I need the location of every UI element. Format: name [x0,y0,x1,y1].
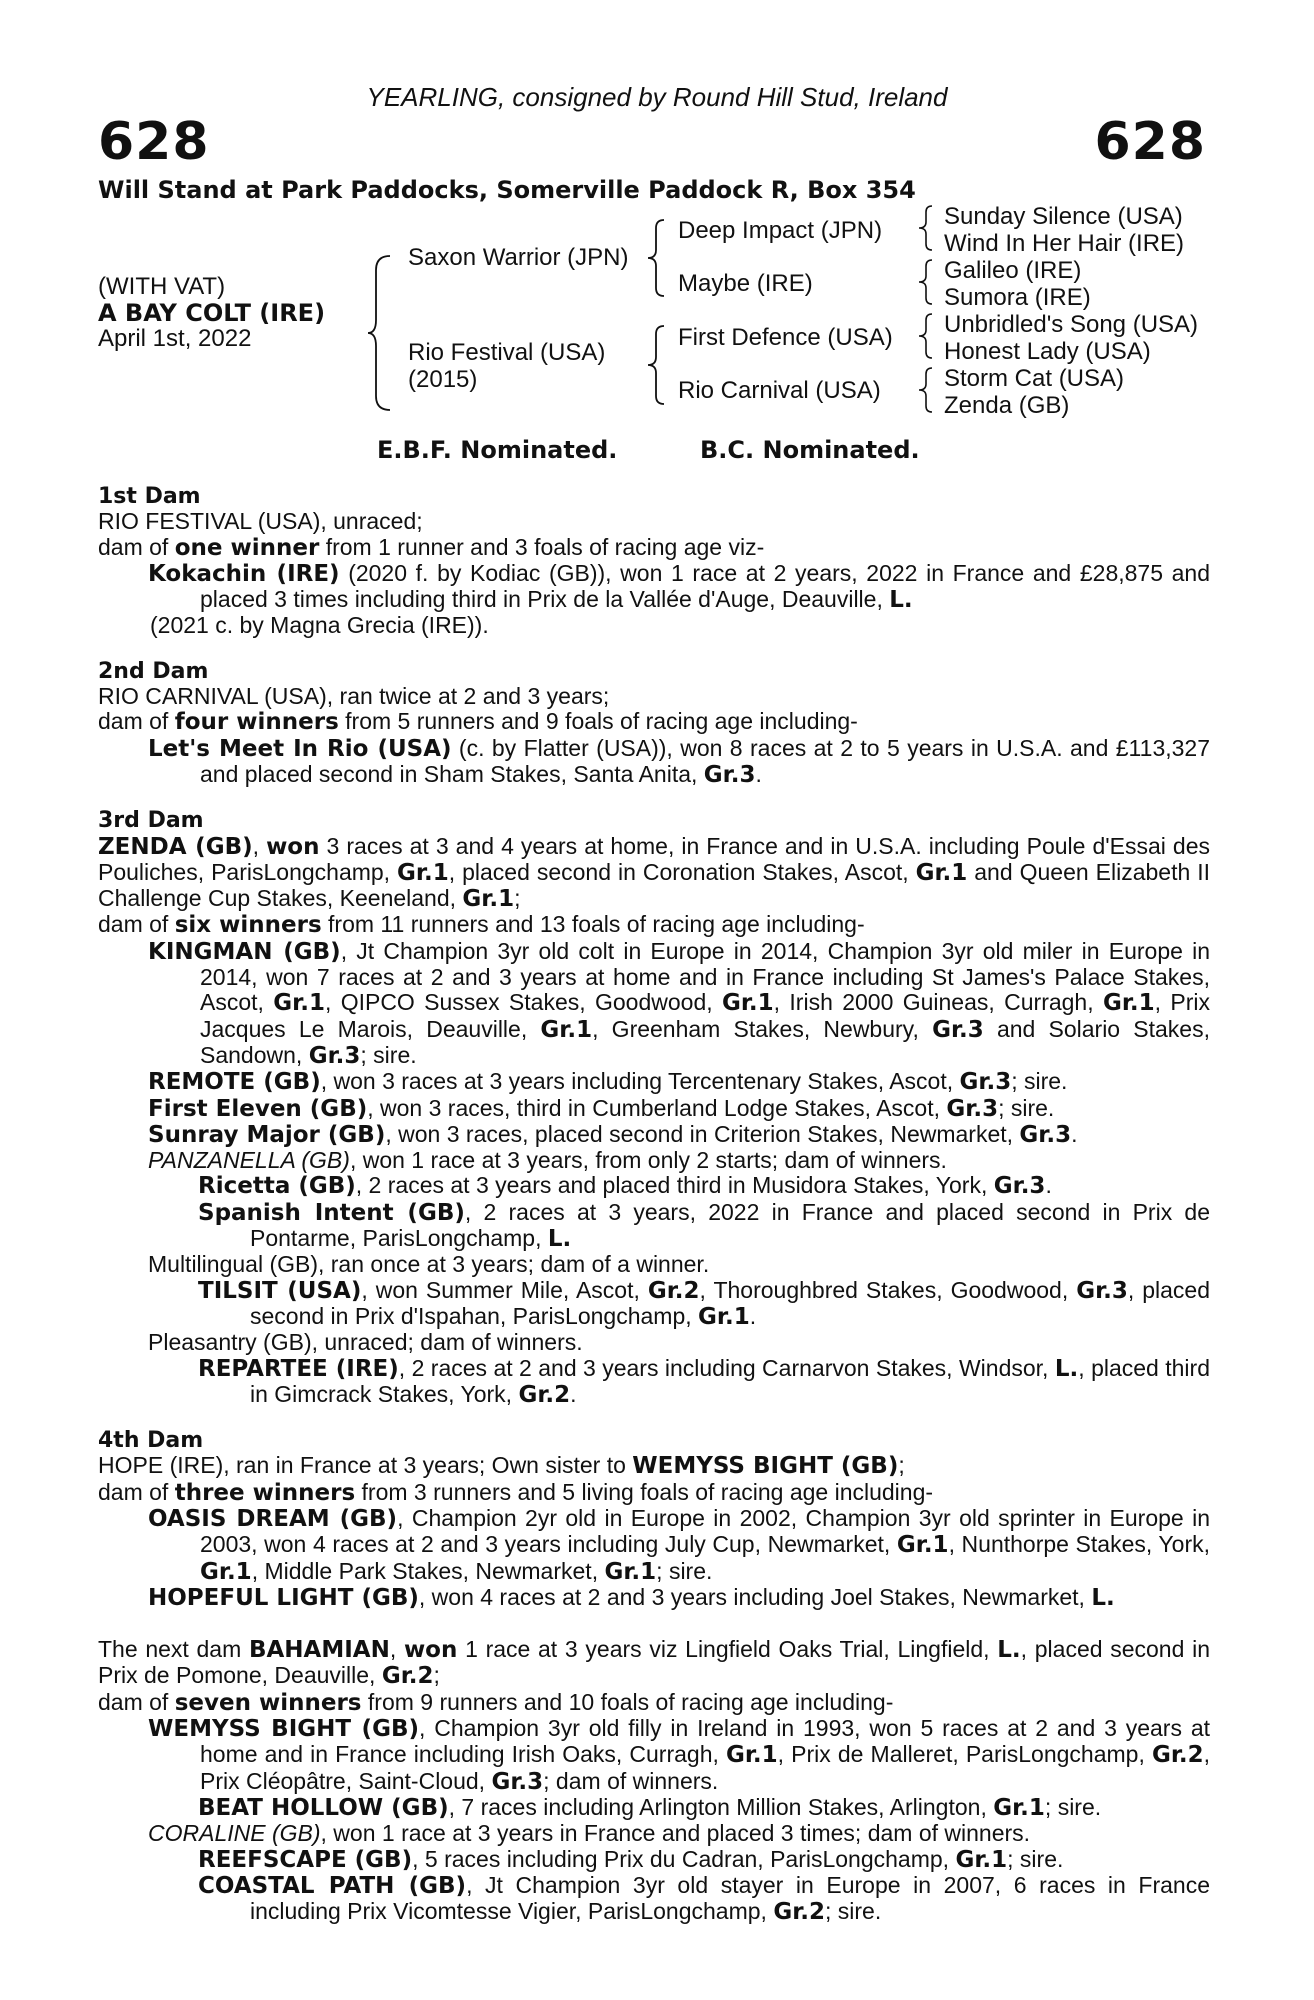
third-dam-line: ZENDA (GB), won 3 races at 3 and 4 years at home, in France and in U.S.A. including Poule d'Essai des Pouliches, ParisLongchamp, Gr.1, placed second in Coronation Stakes, Ascot, Gr.1 and Queen Elizabeth II Challenge Cup Stakes, Keeneland, Gr.1; [98,832,1211,913]
first-dam-heading: 1st Dam [98,484,201,509]
horse-name: A BAY COLT (IRE) [98,299,326,327]
fourth-dam-heading: 4th Dam [98,1428,204,1454]
fourth-dam-record: dam of three winners from 3 runners and 5 living foals of racing age including- [98,1478,934,1506]
third-dam-produce: REMOTE (GB), won 3 races at 3 years including Tercentenary Stakes, Ascot, Gr.3; sire. [148,1068,1068,1096]
next-dam-record: dam of seven winners from 9 runners and 10 foals of racing age including- [98,1688,894,1716]
bc-nominated: B.C. Nominated. [700,436,920,464]
gg-sdd: Sumora (IRE) [944,284,1091,311]
gg-sss: Sunday Silence (USA) [944,203,1183,230]
fourth-dam-produce: HOPEFUL LIGHT (GB), won 4 races at 2 and 3 years including Joel Stakes, Newmarket, L. [148,1583,1115,1611]
stand-location: Will Stand at Park Paddocks, Somerville Paddock R, Box 354 [98,176,916,204]
next-dam-line: The next dam BAHAMIAN, won 1 race at 3 years viz Lingfield Oaks Trial, Lingfield, L., placed second in Prix de Pomone, Deauville, Gr.2; [98,1636,1211,1690]
lot-number-left: 628 [98,112,210,172]
first-dam-produce: (2021 c. by Magna Grecia (IRE)). [150,612,489,639]
gg-dds: Storm Cat (USA) [944,365,1125,392]
dam: Rio Festival (USA) [408,339,606,366]
third-dam-produce: Sunray Major (GB), won 3 races, placed second in Criterion Stakes, Newmarket, Gr.3. [148,1120,1078,1148]
sire: Saxon Warrior (JPN) [408,244,629,271]
third-dam-record: dam of six winners from 11 runners and 13 foals of racing age including- [98,911,865,939]
second-dam-produce: Let's Meet In Rio (USA) (c. by Flatter (USA)), won 8 races at 2 to 5 years in U.S.A. and £113,327 and placed second in Sham Stakes, Santa Anita, Gr.3. [148,734,1210,788]
brace-ds [916,312,936,360]
vat-note: (WITH VAT) [98,273,226,300]
brace-sd [916,258,936,306]
ebf-nominated: E.B.F. Nominated. [377,436,618,464]
first-dam-line: RIO FESTIVAL (USA), unraced; [98,508,423,535]
second-dam-heading: 2nd Dam [98,658,209,684]
dam-year: (2015) [408,366,478,393]
third-dam-produce: First Eleven (GB), won 3 races, third in Cumberland Lodge Stakes, Ascot, Gr.3; sire. [148,1094,1055,1122]
first-dam-record: dam of one winner from 1 runner and 3 foals of racing age viz- [98,533,765,561]
grandprogeny: BEAT HOLLOW (GB), 7 races including Arlington Million Stakes, Arlington, Gr.1; sire. [198,1793,1102,1821]
consignment-line: YEARLING, consigned by Round Hill Stud, Ireland [366,82,948,112]
gg-ddd: Zenda (GB) [944,392,1070,419]
grandprogeny: Ricetta (GB), 2 races at 3 years and placed third in Musidora Stakes, York, Gr.3. [198,1172,1052,1200]
foaling-date: April 1st, 2022 [98,325,252,352]
third-dam-produce: Multilingual (GB), ran once at 3 years; dam of a winner. [148,1251,710,1278]
sire-dam: Maybe (IRE) [678,270,813,297]
family-notes [98,484,1210,1925]
third-dam-produce: KINGMAN (GB), Jt Champion 3yr old colt in Europe in 2014, Champion 3yr old miler in Europe in 2014, won 7 races at 2 and 3 years at home and in France including St James's Palace Stakes, Ascot, Gr.1, QIPCO Sussex Stakes, Goodwood, Gr.1, Irish 2000 Guineas, Curragh, Gr.1, Prix Jacques Le Marois, Deauville, Gr.1, Greenham Stakes, Newbury, Gr.3 and Solario Stakes, Sandown, Gr.3; sire. [148,937,1211,1069]
gg-ssd: Wind In Her Hair (IRE) [944,230,1185,257]
fourth-dam-line: HOPE (IRE), ran in France at 3 years; Own sister to WEMYSS BIGHT (GB); [98,1452,905,1480]
second-dam-line: RIO CARNIVAL (USA), ran twice at 2 and 3 years; [98,683,610,710]
brace-ss [916,204,936,252]
brace-dam [646,324,668,406]
lot-number-right: 628 [1094,112,1206,172]
grandprogeny: TILSIT (USA), won Summer Mile, Ascot, Gr.2, Thoroughbred Stakes, Goodwood, Gr.3, placed second in Prix d'Ispahan, ParisLongchamp, Gr.1. [198,1276,1210,1330]
second-dam-record: dam of four winners from 5 runners and 9 foals of racing age including- [98,708,858,736]
grandprogeny: REEFSCAPE (GB), 5 races including Prix du Cadran, ParisLongchamp, Gr.1; sire. [198,1845,1064,1873]
brace-sire [646,218,668,298]
fourth-dam-produce: OASIS DREAM (GB), Champion 2yr old in Europe in 2002, Champion 3yr old sprinter in Europe in 2003, won 4 races at 2 and 3 years including July Cup, Newmarket, Gr.1, Nunthorpe Stakes, York, Gr.1, Middle Park Stakes, Newmarket, Gr.1; sire. [148,1504,1211,1585]
third-dam-produce: PANZANELLA (GB), won 1 race at 3 years, from only 2 starts; dam of winners. [148,1147,947,1174]
dam-dam: Rio Carnival (USA) [678,377,881,404]
first-dam-produce: Kokachin (IRE) (2020 f. by Kodiac (GB)), won 1 race at 2 years, 2022 in France and £28,875 and placed 3 times including third in Prix de la Vallée d'Auge, Deauville, L. [148,559,1211,614]
grandprogeny: Spanish Intent (GB), 2 races at 3 years, 2022 in France and placed second in Prix de Pontarme, ParisLongchamp, L. [198,1198,1210,1253]
gg-dsd: Honest Lady (USA) [944,338,1151,365]
grandprogeny: REPARTEE (IRE), 2 races at 2 and 3 years including Carnarvon Stakes, Windsor, L., placed third in Gimcrack Stakes, York, Gr.2. [198,1354,1210,1408]
grandprogeny: COASTAL PATH (GB), Jt Champion 3yr old stayer in Europe in 2007, 6 races in France including Prix Vicomtesse Vigier, ParisLongchamp, Gr.2; sire. [198,1871,1210,1926]
next-dam-produce: CORALINE (GB), won 1 race at 3 years in France and placed 3 times; dam of winners. [148,1820,1031,1847]
brace-dd [916,366,936,414]
third-dam-heading: 3rd Dam [98,808,204,834]
brace-main [366,254,400,412]
next-dam-produce: WEMYSS BIGHT (GB), Champion 3yr old filly in Ireland in 1993, won 5 races at 2 and 3 years at home and in France including Irish Oaks, Curragh, Gr.1, Prix de Malleret, ParisLongchamp, Gr.2, Prix Cléopâtre, Saint-Cloud, Gr.3; dam of winners. [148,1715,1211,1795]
dam-sire: First Defence (USA) [678,324,893,351]
gg-dss: Unbridled's Song (USA) [944,311,1199,338]
gg-sds: Galileo (IRE) [944,257,1082,284]
sire-sire: Deep Impact (JPN) [678,217,883,244]
third-dam-produce: Pleasantry (GB), unraced; dam of winners. [148,1329,583,1356]
